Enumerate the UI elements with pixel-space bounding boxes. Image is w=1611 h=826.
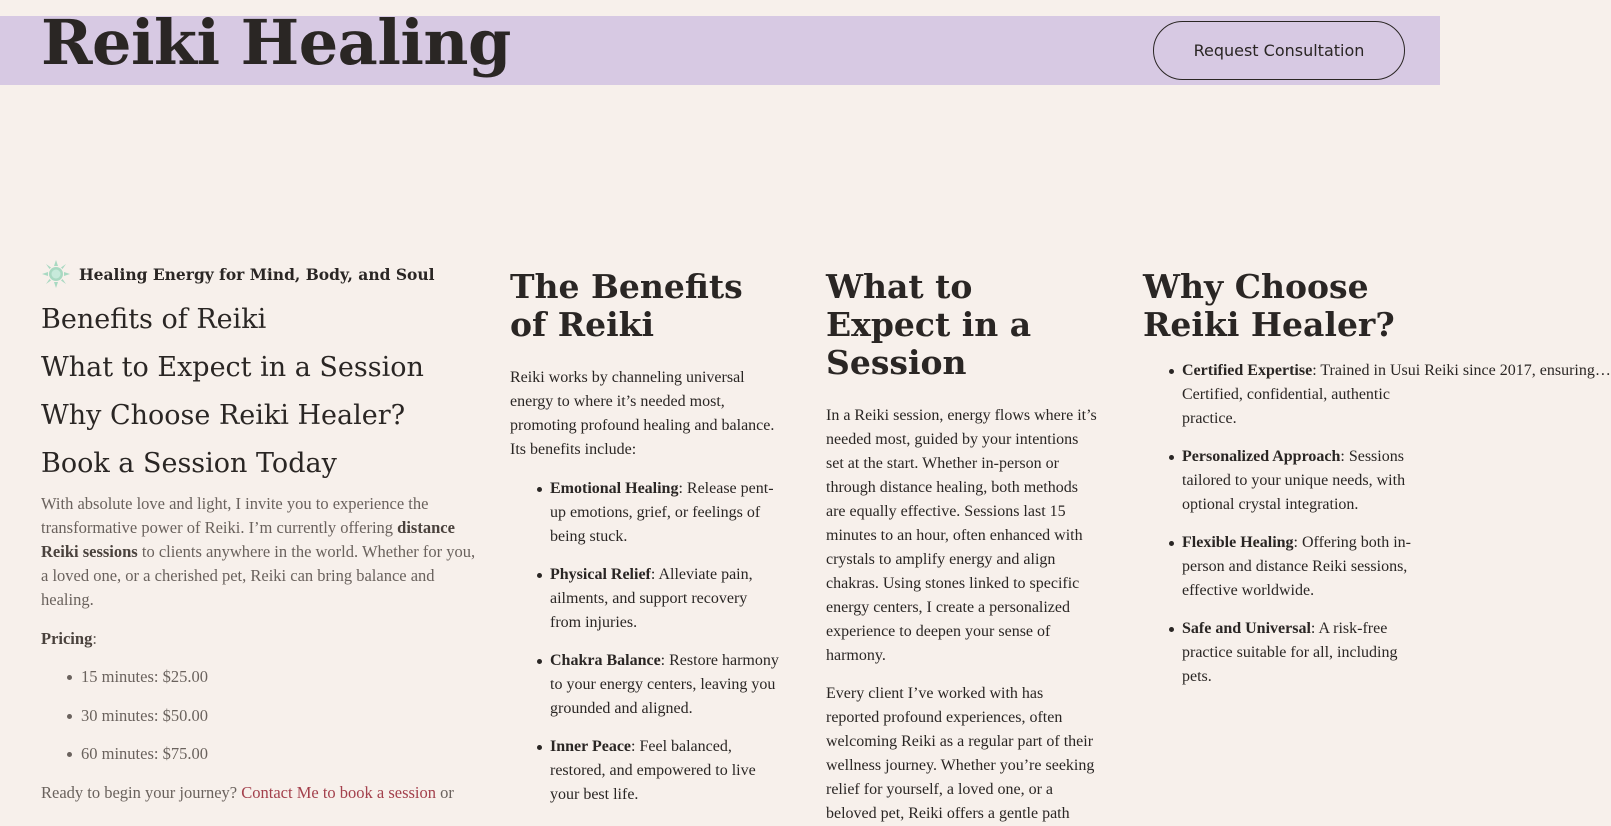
why-item: Personalized Approach: Sessions tailored to your unique needs, with optional crystal integration. [1182,445,1415,517]
benefits-list [510,477,780,807]
why-item: Certified Expertise: Trained in Usui Reiki since 2017, ensuring… Certified, confidential, authentic practice. [1182,359,1415,431]
why-item: Safe and Universal: A risk-free practice suitable for all, including pets. [1182,617,1415,689]
benefit-item: Physical Relief: Alleviate pain, ailments, and support recovery from injuries. [550,563,780,635]
tagline: Healing Energy for Mind, Body, and Soul [79,264,435,284]
benefits-intro: Reiki works by channeling universal energy to where it’s needed most, promoting profound healing and balance. Its benefits include: [510,369,775,458]
benefit-item: Inner Peace: Feel balanced, restored, and empowered to live your best life. [550,735,780,807]
price-item: 30 minutes: $50.00 [67,704,481,728]
session-section [826,268,1098,826]
session-paragraph-2: Every client I’ve worked with has reported profound experiences, often welcoming Reiki as a regular part of their wellness journey. Whether you’re seeking relief for yourself, a loved one, or a beloved pet, Reiki offers a gentle path [826,685,1095,822]
intro-paragraph: With absolute love and light, I invite you to experience the transformative power of Reiki. I’m currently offering distance Reiki sessions to clients anywhere in the world. Whether for you, a loved one, or a cherished pet, Reiki can bring balance and healing. [41,494,476,609]
price-item: 60 minutes: $75.00 [67,742,481,766]
ready-text: Ready to begin your journey? Contact Me to book a session or [41,782,454,802]
nav-link-book-session[interactable]: Book a Session Today [41,448,337,479]
why-item: Flexible Healing: Offering both in-person and distance Reiki sessions, effective worldwide. [1182,531,1415,603]
contact-link[interactable]: Contact Me to book a session [241,782,437,802]
sun-icon [41,259,71,289]
session-heading: What to Expect in a Session [826,267,1032,382]
benefit-item: Emotional Healing: Release pent-up emotions, grief, or feelings of being stuck. [550,477,780,549]
benefits-heading: The Benefits of Reiki [510,267,743,344]
why-heading: Why Choose Reiki Healer? [1143,267,1395,344]
price-list [41,665,481,766]
nav-link-why-choose[interactable]: Why Choose Reiki Healer? [41,400,406,431]
request-consultation-button[interactable]: Request Consultation [1153,21,1405,80]
session-paragraph-1: In a Reiki session, energy flows where it’s needed most, guided by your intentions set at the start. Whether in-person or through distance healing, both methods are equally effective. Sessions last 15 minutes to an hour, often enhanced with crystals to amplify energy and align chakras. Using stones linked to specific energy centers, I create a personalized experience to deepen your sense of harmony. [826,407,1097,664]
why-section [1143,267,1611,703]
pricing-label: Pricing: [41,629,97,648]
why-list [1143,359,1611,689]
nav-link-what-to-expect[interactable]: What to Expect in a Session [41,352,424,383]
benefits-section [510,268,780,821]
site-title[interactable]: Reiki Healing [41,6,511,79]
tagline-row [41,258,481,290]
nav-link-benefits[interactable]: Benefits of Reiki [41,304,267,335]
benefit-item: Chakra Balance: Restore harmony to your energy centers, leaving you grounded and aligned. [550,649,780,721]
price-item: 15 minutes: $25.00 [67,665,481,689]
intro-column [41,258,481,805]
